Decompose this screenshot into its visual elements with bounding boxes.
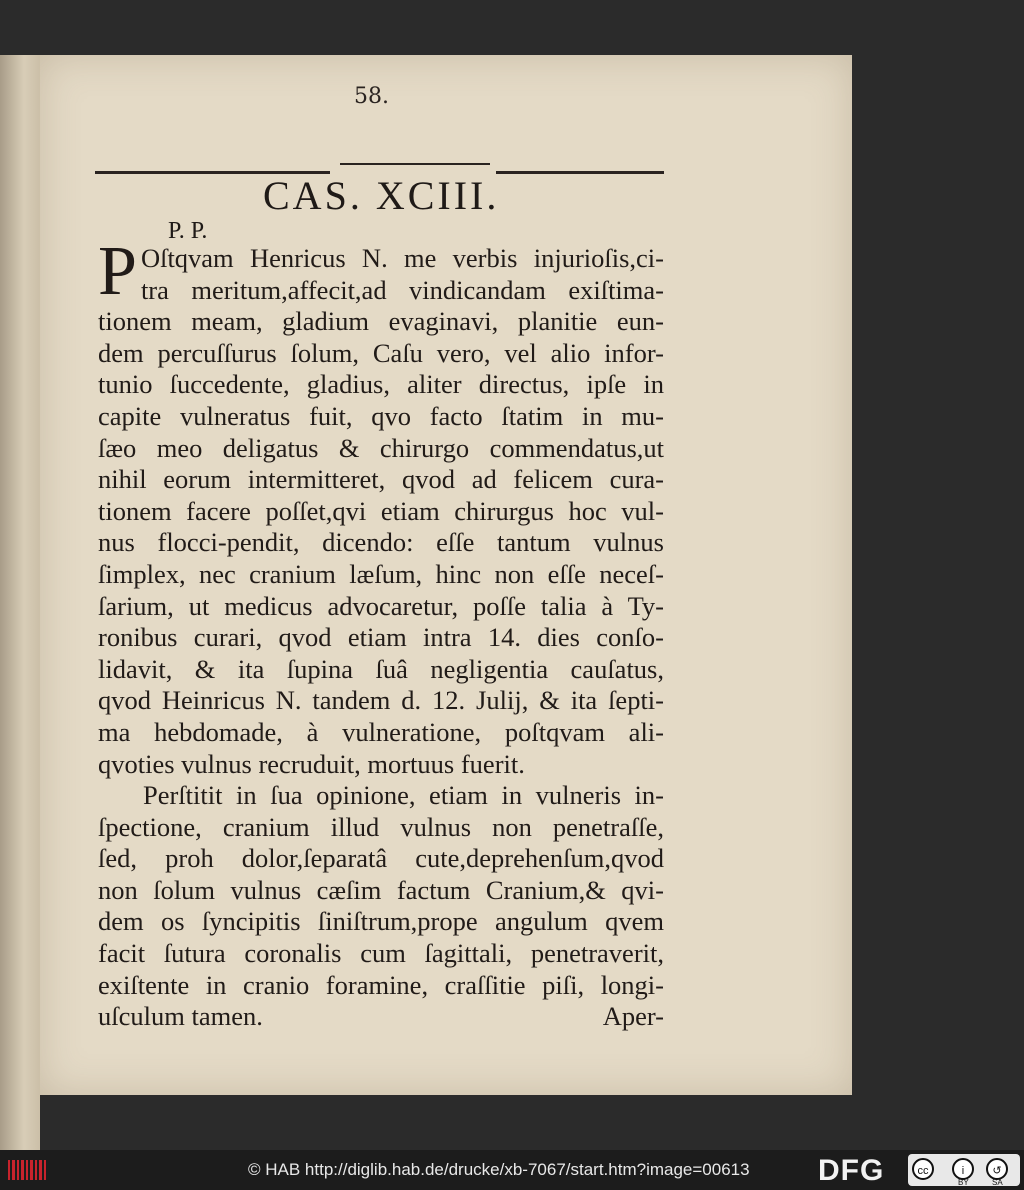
text-line: tra meritum,affecit,ad vindicandam exiſtima- xyxy=(140,274,664,305)
text-line: qvod Heinricus N. tandem d. 12. Julij, & ita ſepti- xyxy=(98,685,664,716)
page-number: 58. xyxy=(354,84,389,109)
text-line: tunio ſuccedente, gladius, aliter directus, ipſe in xyxy=(98,369,664,400)
paragraph-2 xyxy=(98,780,664,1001)
by-icon: i xyxy=(952,1158,974,1180)
by-label: BY xyxy=(958,1178,969,1187)
text-line: ronibus curari, qvod etiam intra 14. dies conſo- xyxy=(98,622,664,653)
final-line xyxy=(98,1001,664,1033)
footer-bar xyxy=(0,1150,1024,1190)
adjacent-page-edge xyxy=(0,55,40,1150)
text-line: ſæo meo deligatus & chirurgo commendatus,ut xyxy=(98,432,664,463)
dfg-logo: DFG xyxy=(818,1154,885,1187)
footer-copyright-link[interactable]: © HAB http://diglib.hab.de/drucke/xb-7067/start.htm?image=00613 xyxy=(248,1160,750,1179)
body-text xyxy=(98,233,664,1033)
text-line: tionem facere poſſet,qvi etiam chirurgus hoc vul- xyxy=(98,495,664,526)
text-line: ma hebdomade, à vulneratione, poſtqvam ali- xyxy=(98,716,664,747)
sa-icon: ↺ xyxy=(986,1158,1008,1180)
text-line: ſed, proh dolor,ſeparatâ cute,deprehenſum,qvod xyxy=(98,843,664,874)
case-title: CAS. XCIII. xyxy=(263,173,500,218)
text-line: exiſtente in cranio foramine, craſſitie piſi, longi- xyxy=(98,969,664,1000)
text-line: Oſtqvam Henricus N. me verbis injurioſis,ci- xyxy=(140,243,664,273)
text-line: lidavit, & ita ſupina ſuâ negligentia cauſatus, xyxy=(98,653,664,684)
text-line: nihil eorum intermitteret, qvod ad felicem cura- xyxy=(98,464,664,495)
text-line: nus flocci-pendit, dicendo: eſſe tantum vulnus xyxy=(98,527,664,558)
header-rule-center xyxy=(340,163,490,165)
catchword: Aper- xyxy=(602,1001,664,1032)
text-line: non ſolum vulnus cæſim factum Cranium,& qvi- xyxy=(98,874,664,905)
text-line: dem os ſyncipitis ſiniſtrum,prope angulum qvem xyxy=(98,906,664,937)
text-line: ſarium, ut medicus advocaretur, poſſe talia à Ty- xyxy=(98,590,664,621)
text-line: facit ſutura coronalis cum ſagittali, penetraverit, xyxy=(98,938,664,969)
header-rule-right xyxy=(496,171,664,174)
text-line: qvoties vulnus recruduit, mortuus fuerit. xyxy=(98,748,525,779)
text-line: ſimplex, nec cranium læſum, hinc non eſſe neceſ- xyxy=(98,558,664,589)
text-line: dem percuſſurus ſolum, Caſu vero, vel alio infor- xyxy=(98,337,664,368)
sa-label: SA xyxy=(992,1178,1003,1187)
barcode-icon xyxy=(6,1156,48,1184)
text-line: tionem meam, gladium evaginavi, planitie eun- xyxy=(98,306,664,337)
paragraph-1 xyxy=(98,233,664,780)
salutation: P. P. xyxy=(168,218,208,244)
text-line: ſpectione, cranium illud vulnus non penetraſſe, xyxy=(98,811,664,842)
text-line: capite vulneratus fuit, qvo facto ſtatim in mu- xyxy=(98,400,664,431)
text-line: Perſtitit in ſua opinione, etiam in vulneris in- xyxy=(143,780,664,811)
license-badge[interactable] xyxy=(908,1154,1020,1186)
drop-cap: P xyxy=(98,233,137,310)
cc-icon: cc xyxy=(912,1158,934,1180)
final-line-text: uſculum tamen. xyxy=(98,1001,263,1032)
